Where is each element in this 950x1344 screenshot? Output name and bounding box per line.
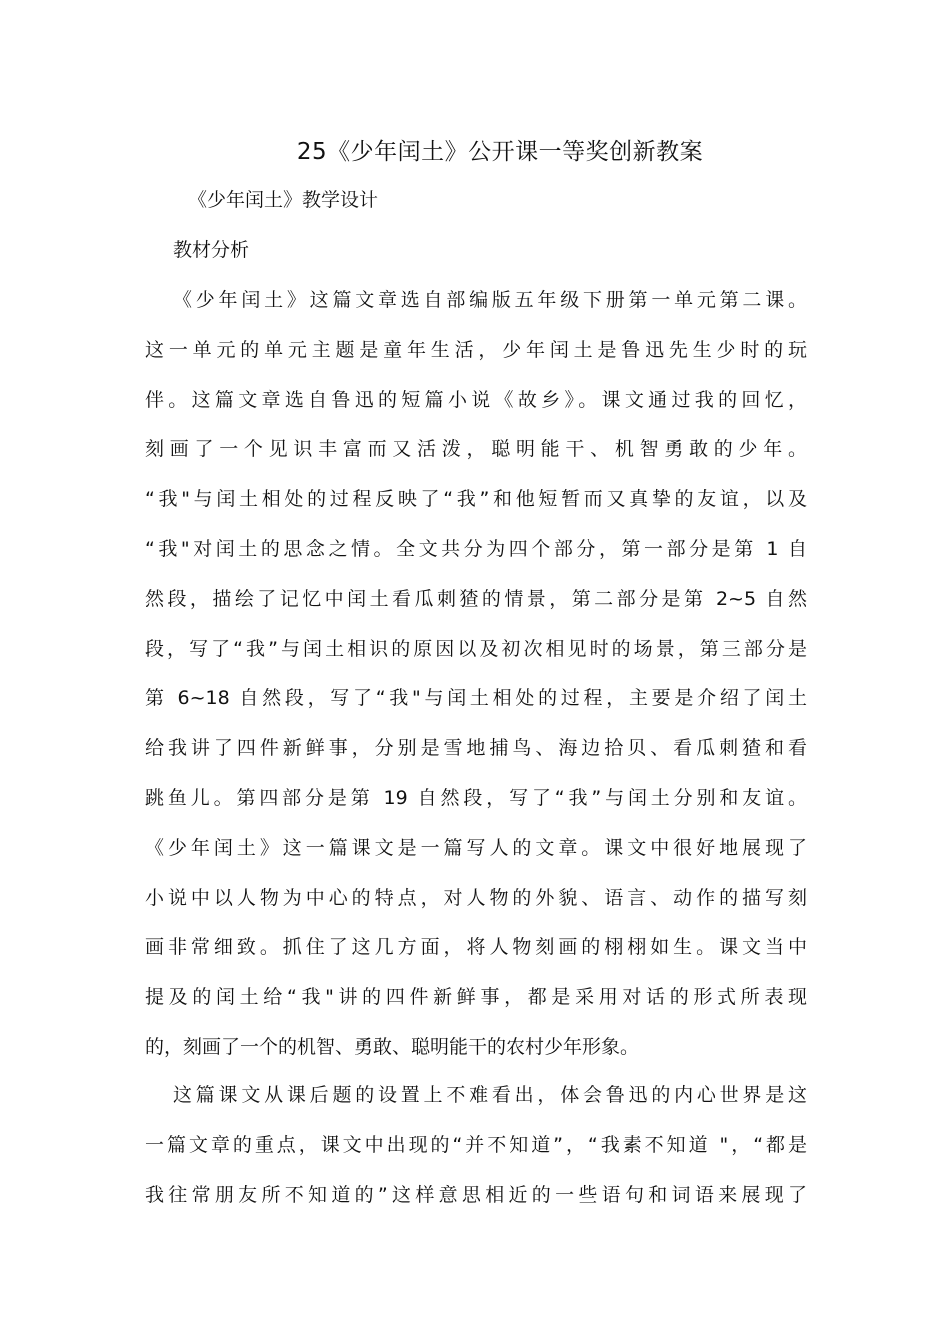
text-line: 段，写了“我”与闰土相识的原因以及初次相见时的场景，第三部分是 <box>145 637 807 660</box>
text-line: 一篇文章的重点，课文中出现的“并不知道”，“我素不知道 "，“都是 <box>145 1133 807 1156</box>
text-line: 这一单元的单元主题是童年生活，少年闰土是鲁迅先生少时的玩 <box>145 338 807 361</box>
text-line: 然段，描绘了记忆中闰土看瓜刺猹的情景，第二部分是第 2~5 自然 <box>145 587 807 610</box>
text-line: 刻画了一个见识丰富而又活泼，聪明能干、机智勇敢的少年。 <box>145 438 807 461</box>
text-line: 跳鱼儿。第四部分是第 19 自然段，写了“我”与闰土分别和友谊。 <box>145 786 807 809</box>
text-line: “我"对闰土的思念之情。全文共分为四个部分，第一部分是第 1 自 <box>145 537 807 560</box>
paragraph-textbook-analysis <box>145 276 807 1073</box>
text-line: 我往常朋友所不知道的”这样意思相近的一些语句和词语来展现了 <box>145 1183 807 1206</box>
text-line: 画非常细致。抓住了这几方面，将人物刻画的栩栩如生。课文当中 <box>145 936 807 959</box>
text-line: 这篇课文从课后题的设置上不难看出，体会鲁迅的内心世界是这 <box>173 1084 807 1106</box>
text-line: 给我讲了四件新鲜事，分别是雪地捕鸟、海边拾贝、看瓜刺猹和看 <box>145 737 807 760</box>
text-line: 伴。这篇文章选自鲁迅的短篇小说《故乡》。课文通过我的回忆， <box>145 388 807 411</box>
document-subtitle: 《少年闰土》教学设计 <box>188 189 379 211</box>
text-line: 提及的闰土给“我"讲的四件新鲜事，都是采用对话的形式所表现 <box>145 986 807 1009</box>
document-title: 25《少年闰土》公开课一等奖创新教案 <box>296 139 704 165</box>
text-line: 《少年闰土》这一篇课文是一篇写人的文章。课文中很好地展现了 <box>145 836 807 859</box>
text-line: “我"与闰土相处的过程反映了“我”和他短暂而又真挚的友谊，以及 <box>145 488 807 511</box>
text-line: 第 6~18 自然段，写了“我"与闰土相处的过程，主要是介绍了闰土 <box>145 687 807 710</box>
text-line: 小说中以人物为中心的特点，对人物的外貌、语言、动作的描写刻 <box>145 886 807 909</box>
text-line: 的，刻画了一个的机智、勇敢、聪明能干的农村少年形象。 <box>145 1035 640 1058</box>
paragraph-key-points <box>145 1071 807 1220</box>
text-line: 《少年闰土》这篇文章选自部编版五年级下册第一单元第二课。 <box>173 289 807 311</box>
section-heading: 教材分析 <box>173 239 250 261</box>
